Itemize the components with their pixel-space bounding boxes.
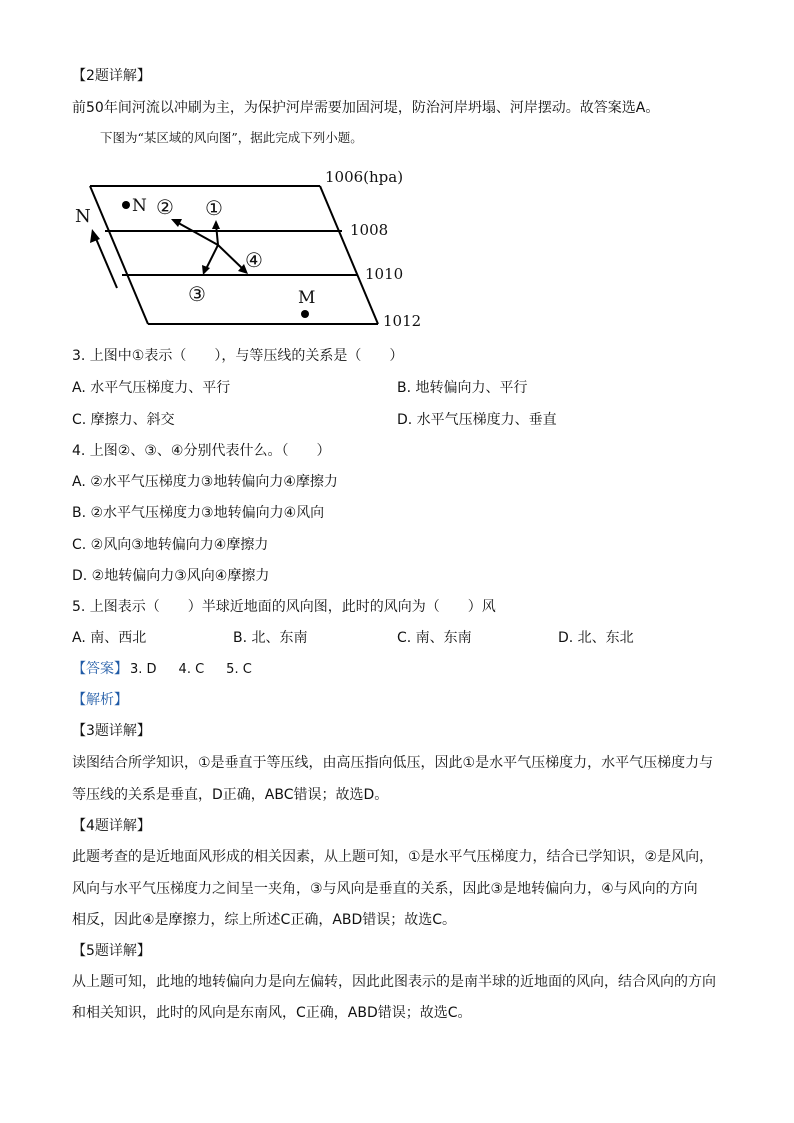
answer-3: 3. D bbox=[130, 662, 157, 677]
q4-detail-line-1: 此题考查的是近地面风形成的相关因素，从上题可知，①是水平气压梯度力，结合已学知识，②是风向， bbox=[72, 849, 714, 865]
q5-detail-line-2: 和相关知识，此时的风向是东南风，C正确，ABD错误；故选C。 bbox=[72, 1005, 472, 1021]
analysis-label: 【解析】 bbox=[72, 692, 128, 708]
q4-detail-line-2: 风向与水平气压梯度力之间呈一夹角，③与风向是垂直的关系，因此③是地转偏向力，④与风向的方向 bbox=[72, 881, 698, 897]
isobar-label-1006: 1006(hpa) bbox=[325, 168, 404, 186]
answer-label: 【答案】 bbox=[72, 661, 128, 677]
q4-detail-heading: 【4题详解】 bbox=[72, 818, 151, 834]
question-4-option-c[interactable]: C. ②风向③地转偏向力④摩擦力 bbox=[72, 537, 269, 553]
circle-label-1: ① bbox=[205, 196, 223, 220]
point-n-dot bbox=[122, 201, 130, 209]
question-4-option-b[interactable]: B. ②水平气压梯度力③地转偏向力④风向 bbox=[72, 505, 325, 521]
circle-label-2: ② bbox=[156, 195, 174, 219]
question-3-stem: 3. 上图中①表示（ ），与等压线的关系是（ ） bbox=[72, 348, 404, 364]
vector-2-line bbox=[173, 220, 218, 245]
question-5-stem: 5. 上图表示（ ）半球近地面的风向图，此时的风向为（ ）风 bbox=[72, 599, 496, 615]
diagram-right-edge bbox=[320, 186, 378, 324]
north-label: N bbox=[75, 206, 91, 227]
vector-3-arrowhead bbox=[202, 265, 210, 275]
question-3-option-d[interactable]: D. 水平气压梯度力、垂直 bbox=[397, 412, 557, 428]
q4-detail-line-3: 相反，因此④是摩擦力，综上所述C正确，ABD错误；故选C。 bbox=[72, 912, 457, 928]
q3-detail-heading: 【3题详解】 bbox=[72, 723, 151, 739]
north-arrowhead-icon bbox=[90, 229, 100, 243]
vector-1-arrowhead bbox=[212, 220, 220, 229]
point-n-label: N bbox=[132, 196, 147, 216]
wind-direction-diagram bbox=[68, 160, 428, 335]
question-5-option-b[interactable]: B. 北、东南 bbox=[233, 630, 308, 646]
circle-label-3: ③ bbox=[188, 282, 206, 306]
q3-detail-line-1: 读图结合所学知识，①是垂直于等压线，由高压指向低压，因此①是水平气压梯度力，水平气压梯度力与 bbox=[72, 755, 714, 771]
q2-heading: 【2题详解】 bbox=[72, 68, 151, 84]
answer-row bbox=[72, 659, 252, 680]
answer-5: 5. C bbox=[226, 662, 252, 677]
q5-detail-heading: 【5题详解】 bbox=[72, 943, 151, 959]
question-5-option-c[interactable]: C. 南、东南 bbox=[397, 630, 472, 646]
question-3-option-a[interactable]: A. 水平气压梯度力、平行 bbox=[72, 380, 231, 396]
question-3-option-b[interactable]: B. 地转偏向力、平行 bbox=[397, 380, 528, 396]
q2-detail-text: 前50年间河流以冲刷为主，为保护河岸需要加固河堤，防治河岸坍塌、河岸摆动。故答案选A。 bbox=[72, 100, 660, 116]
question-5-option-d[interactable]: D. 北、东北 bbox=[558, 630, 634, 646]
circle-label-4: ④ bbox=[245, 248, 263, 272]
point-m-dot bbox=[301, 310, 309, 318]
question-4-option-d[interactable]: D. ②地转偏向力③风向④摩擦力 bbox=[72, 568, 270, 584]
question-5-option-a[interactable]: A. 南、西北 bbox=[72, 630, 147, 646]
question-4-option-a[interactable]: A. ②水平气压梯度力③地转偏向力④摩擦力 bbox=[72, 474, 338, 490]
point-m-label: M bbox=[298, 288, 316, 308]
isobar-label-1010: 1010 bbox=[365, 265, 404, 283]
isobar-label-1008: 1008 bbox=[350, 221, 389, 239]
diagram-intro: 下图为“某区域的风向图”，据此完成下列小题。 bbox=[100, 130, 363, 145]
vector-4-line bbox=[218, 245, 244, 270]
q3-detail-line-2: 等压线的关系是垂直，D正确，ABC错误；故选D。 bbox=[72, 787, 389, 803]
question-3-option-c[interactable]: C. 摩擦力、斜交 bbox=[72, 412, 175, 428]
answer-4: 4. C bbox=[178, 662, 205, 677]
isobar-label-1012: 1012 bbox=[383, 312, 422, 330]
question-4-stem: 4. 上图②、③、④分别代表什么。（ ） bbox=[72, 443, 331, 459]
q5-detail-line-1: 从上题可知，此地的地转偏向力是向左偏转，因此此图表示的是南半球的近地面的风向，结合风向的方向 bbox=[72, 974, 716, 990]
